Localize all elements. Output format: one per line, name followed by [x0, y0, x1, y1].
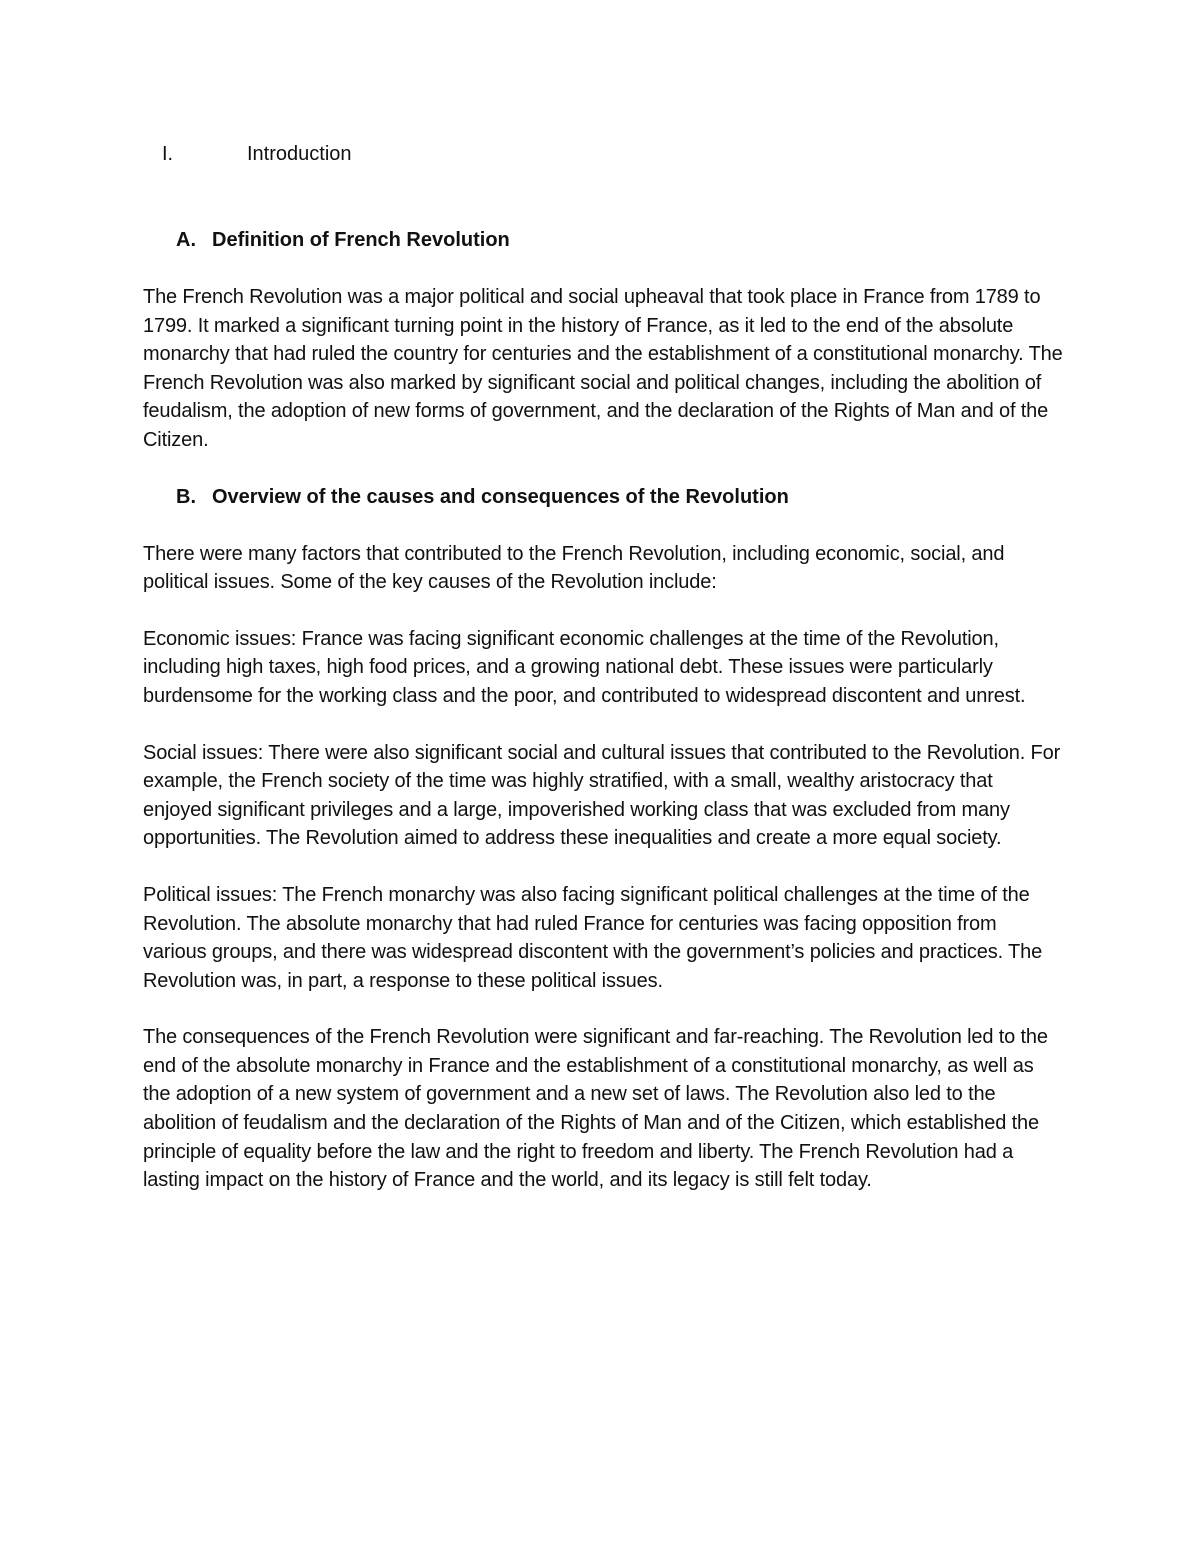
economic-issues-paragraph: Economic issues: France was facing significant economic challenges at the time of the Revolution, including high taxes, high food prices, and a growing national debt. These issues were particularly burdensome for the working class and the poor, and contributed to widespread discontent and unrest. [143, 627, 1026, 707]
causes-intro-paragraph: There were many factors that contributed to the French Revolution, including economic, social, and political issues. Some of the key causes of the Revolution include: [143, 542, 1005, 594]
social-issues-paragraph: Social issues: There were also significant social and cultural issues that contributed to the Revolution. For example, the French society of the time was highly stratified, with a small, wealthy aristocracy that enjoyed significant privileges and a large, impoverished working class that was excluded from many opportunities. The Revolution aimed to address these inequalities and create a more equal society. [143, 741, 1061, 850]
consequences-paragraph: The consequences of the French Revolution were significant and far-reaching. The Revolution led to the end of the absolute monarchy in France and the establishment of a constitutional monarchy, as well as the adoption of a new system of government and a new set of laws. The Revolution also led to the abolition of feudalism and the declaration of the Rights of Man and of the Citizen, which established the principle of equality before the law and the right to freedom and liberty. The French Revolution had a lasting impact on the history of France and the world, and its legacy is still felt today. [143, 1026, 1048, 1192]
document-page [143, 140, 1063, 1223]
definition-paragraph: The French Revolution was a major political and social upheaval that took place in France from 1789 to 1799. It marked a significant turning point in the history of France, as it led to the end of the absolute monarchy that had ruled the country for centuries and the establishment of a constitutional monarchy. The French Revolution was also marked by significant social and political changes, including the abolition of feudalism, the adoption of new forms of government, and the declaration of the Rights of Man and of the Citizen. [143, 286, 1063, 451]
subsection-b-letter: B. [176, 485, 196, 508]
political-issues-paragraph: Political issues: The French monarchy was also facing significant political challenges at the time of the Revolution. The absolute monarchy that had ruled France for centuries was facing opposition from various groups, and there was widespread discontent with the government’s policies and practices. The Revolution was, in part, a response to these political issues. [143, 883, 1043, 992]
subsection-b-title: Overview of the causes and consequences of the Revolution [212, 485, 789, 508]
subsection-a-letter: A. [176, 229, 196, 251]
subsection-a-title: Definition of French Revolution [212, 229, 510, 251]
section-heading [143, 140, 1063, 169]
subsection-b-heading [143, 483, 1063, 512]
subsection-a-heading [143, 226, 1063, 255]
section-title: Introduction [247, 143, 352, 165]
section-number: I. [162, 143, 174, 165]
